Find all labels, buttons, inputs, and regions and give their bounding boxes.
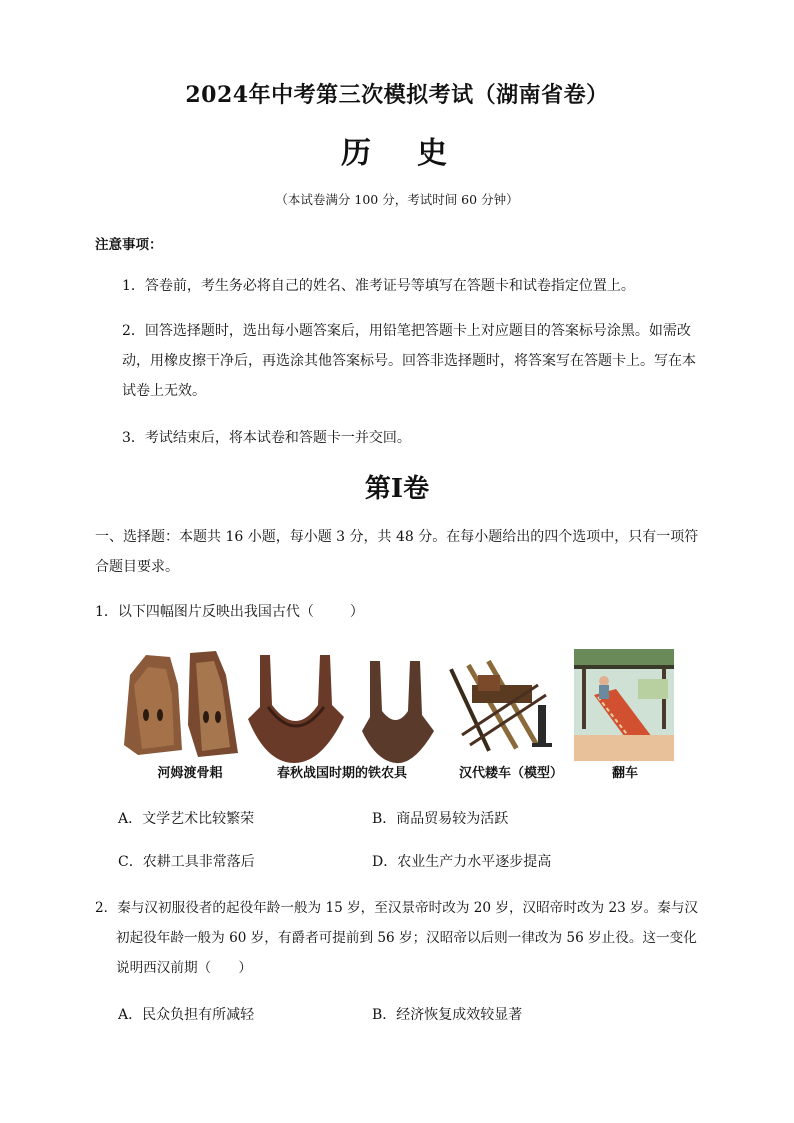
- question-2-stem-line-1: 2．秦与汉初服役者的起役年龄一般为 15 岁，至汉景帝时改为 20 岁，汉昭帝时改为 23 岁。秦与汉: [95, 900, 699, 916]
- question-1-option-c: C．农耕工具非常落后: [118, 854, 255, 870]
- notice-item-3: 3．考试结束后，将本试卷和答题卡一并交回。: [122, 430, 411, 446]
- figure-label-fanche: 翻车: [611, 766, 638, 781]
- subject-char-2: 史: [417, 136, 453, 171]
- question-2-option-a: A．民众负担有所减轻: [118, 1007, 255, 1023]
- question-1-stem: [95, 597, 700, 627]
- subject-title: [0, 128, 794, 172]
- question-1-figures: [118, 645, 678, 765]
- figure-label-seed-drill: 汉代耧车（模型）: [458, 766, 563, 781]
- bone-spade-image: [124, 651, 238, 757]
- notice-item-2: [122, 316, 700, 406]
- seed-drill-image: [449, 660, 552, 752]
- figure-label-iron-tools: 春秋战国时期的铁农具: [276, 766, 407, 781]
- question-1-stem-close: ）: [349, 604, 364, 620]
- question-2-option-b: B．经济恢复成效较显著: [372, 1007, 523, 1023]
- section-instructions: 一、选择题：本题共 16 小题，每小题 3 分，共 48 分。在每小题给出的四个选项中，只有一项符合题目要求。: [95, 529, 699, 575]
- fanche-image: [574, 649, 674, 761]
- question-2-stem-line-2: 初起役年龄一般为 60 岁，有爵者可提前到 56 岁；汉昭帝以后则一律改为 56 岁止役。这一变化: [116, 930, 697, 946]
- notice-item-2-text: 2．回答选择题时，选出每小题答案后，用铅笔把答题卡上对应题目的答案标号涂黑。如需改动，用橡皮擦干净后，再选涂其他答案标号。回答非选择题时，将答案写在答题卡上。写在本试卷上无效。: [122, 323, 696, 399]
- figure-label-bone-spade: 河姆渡骨耜: [157, 766, 223, 781]
- question-2-stem: [95, 893, 715, 983]
- notice-item-1: 1．答卷前，考生务必将自己的姓名、准考证号等填写在答题卡和试卷指定位置上。: [122, 278, 635, 294]
- question-1-option-a: A．文学艺术比较繁荣: [118, 811, 255, 827]
- exam-title: 2024年中考第三次模拟考试（湖南省卷）: [185, 82, 609, 108]
- question-1-stem-text: 1．以下四幅图片反映出我国古代（: [95, 604, 314, 620]
- exam-info: （本试卷满分 100 分，考试时间 60 分钟）: [275, 192, 519, 207]
- question-1-option-d: D．农业生产力水平逐步提高: [372, 854, 552, 870]
- subject-char-1: 历: [341, 136, 377, 171]
- section-title: 第Ⅰ卷: [364, 474, 430, 504]
- iron-tools-image: [248, 655, 434, 763]
- question-1-option-b: B．商品贸易较为活跃: [372, 811, 509, 827]
- question-2-stem-line-3: 说明西汉前期（ ）: [116, 960, 252, 976]
- notice-heading: 注意事项：: [95, 237, 163, 253]
